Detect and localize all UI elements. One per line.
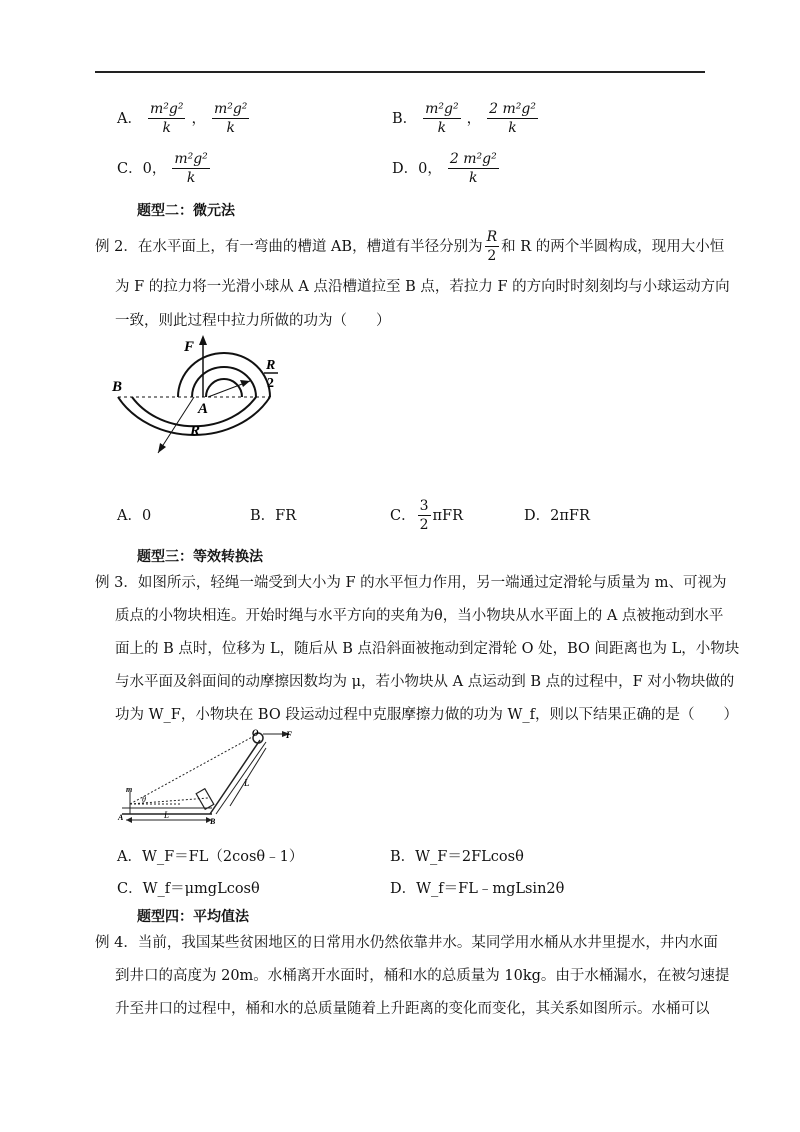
label-m: m <box>126 785 133 794</box>
fraction: $\frac{\text{m²g²}}{k}$ <box>425 101 459 136</box>
fraction: $\frac{\text{m²g²}}{k}$ <box>213 101 248 136</box>
section-title: 题型三：等效转换法 <box>137 549 263 565</box>
ex2-option-a: A．0 <box>117 508 152 524</box>
example-3-line-2: 质点的小物块相连。开始时绳与水平方向的夹角为θ，当小物块从水平面上的 A 点被拖动到水平 <box>115 608 724 624</box>
incline-figure <box>112 728 312 826</box>
ex2-option-b: B．FR <box>250 508 297 524</box>
label-r-half-num: R <box>266 358 276 373</box>
ex2-option-d: D．2πFR <box>524 508 590 524</box>
ex3-option-c: C．W_f＝μmgLcosθ <box>117 881 260 897</box>
label-b: B <box>210 817 216 826</box>
label-f: F <box>184 339 195 355</box>
groove-figure <box>110 333 290 473</box>
fraction: $\frac{\text{2 m²g²}}{k}$ <box>489 101 536 136</box>
example-2-line-1: 例 2．在水平面上，有一弯曲的槽道 AB，槽道有半径分别为 $\frac{R}{2}$ 和 R 的两个半圆构成，现用大小恒 <box>95 229 725 264</box>
label-a: A <box>198 401 209 417</box>
fraction: $\frac{\text{m²g²}}{k}$ <box>174 151 208 186</box>
example-4-line-2: 到井口的高度为 20m。水桶离开水面时，桶和水的总质量为 10kg。由于水桶漏水，在被匀速提 <box>115 968 730 984</box>
ex3-option-d: D．W_f＝FL﹣mgLsin2θ <box>390 881 565 897</box>
label-a: A <box>118 813 124 822</box>
header-rule <box>95 71 705 73</box>
example-2-line-2: 为 F 的拉力将一光滑小球从 A 点沿槽道拉至 B 点，若拉力 F 的方向时时刻刻均与小球运动方向 <box>115 279 730 295</box>
ex2-option-c: C． $\frac{3}{2}$ πFR <box>390 498 464 533</box>
fraction: $\frac{R}{2}$ <box>486 229 498 264</box>
example-3-line-1: 例 3．如图所示，轻绳一端受到大小为 F 的水平恒力作用，另一端通过定滑轮与质量为 m、可视为 <box>95 575 727 591</box>
section-title: 题型四：平均值法 <box>137 909 249 925</box>
option-a: A． $\frac{\text{m²g²}}{k}$ ， $\frac{\text{m²g²}}{k}$ <box>117 101 248 136</box>
fraction: $\frac{\text{m²g²}}{k}$ <box>149 101 184 136</box>
option-d: D．0， $\frac{\text{2 m²g²}}{k}$ <box>392 151 497 186</box>
example-2-line-3: 一致，则此过程中拉力所做的功为（ ） <box>115 313 391 329</box>
example-3-line-3: 面上的 B 点时，位移为 L，随后从 B 点沿斜面被拖动到定滑轮 O 处，BO 间距离也为 L，小物块 <box>115 641 740 657</box>
option-c: C．0， $\frac{\text{m²g²}}{k}$ <box>117 151 208 186</box>
example-3-line-4: 与水平面及斜面间的动摩擦因数均为 μ，若小物块从 A 点运动到 B 点的过程中，F 对小物块做的 <box>115 674 735 690</box>
label-f: F <box>286 730 293 740</box>
fraction: $\frac{3}{2}$ <box>419 498 429 533</box>
label-o: O <box>252 728 259 738</box>
label-l-ground: L <box>164 810 170 820</box>
label-l-incline: L <box>244 778 250 789</box>
label-theta: θ <box>142 795 146 804</box>
ex3-option-b: B．W_F＝2FLcosθ <box>390 849 524 865</box>
example-4-line-1: 例 4．当前，我国某些贫困地区的日常用水仍然依靠井水。某同学用水桶从水井里提水，井内水面 <box>95 935 718 951</box>
large-groove-inner <box>132 397 256 426</box>
option-b: B． $\frac{\text{m²g²}}{k}$ ， $\frac{\text{2 m²g²}}{k}$ <box>392 101 536 136</box>
ex3-option-a: A．W_F＝FL（2cosθ﹣1） <box>117 849 304 865</box>
label-r: R <box>190 423 201 439</box>
label-r-half-den: 2 <box>267 376 274 391</box>
example-3-line-5: 功为 W_F，小物块在 BO 段运动过程中克服摩擦力做的功为 W_f，则以下结果正确的是（ ） <box>115 707 738 723</box>
fraction: $\frac{\text{2 m²g²}}{k}$ <box>449 151 497 186</box>
label-b: B <box>112 379 123 395</box>
section-title: 题型二：微元法 <box>137 203 235 219</box>
example-4-line-3: 升至井口的过程中，桶和水的总质量随着上升距离的变化而变化，其关系如图所示。水桶可以 <box>115 1001 710 1017</box>
